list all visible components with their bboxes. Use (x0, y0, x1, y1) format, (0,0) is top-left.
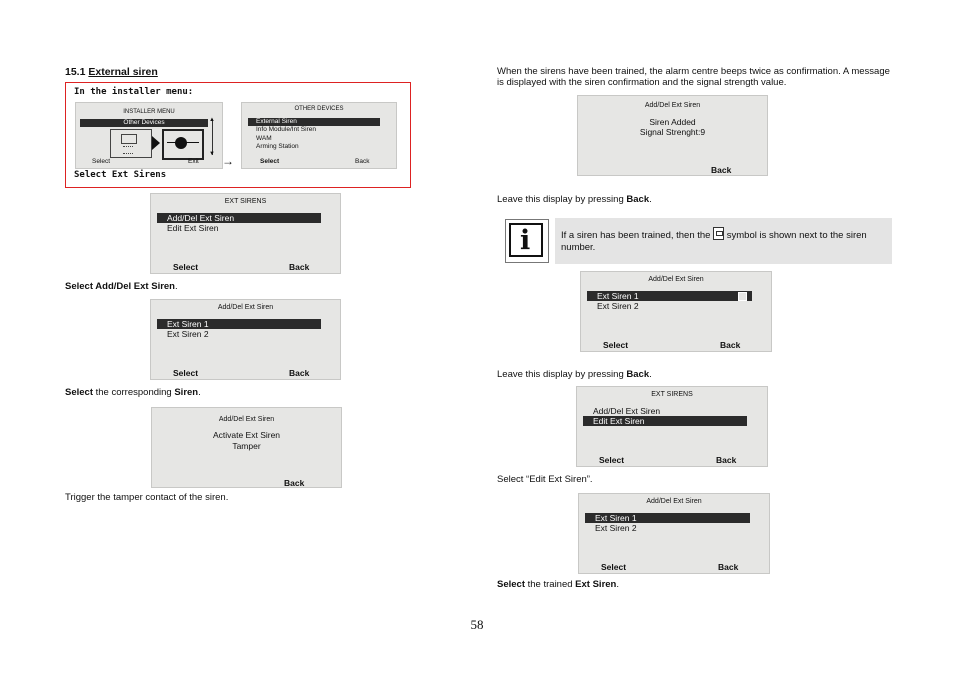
external-siren-item[interactable]: External Siren (248, 118, 380, 126)
caption-select-add-del: Select Add/Del Ext Siren. (65, 281, 178, 292)
caption-select-trained: Select the trained Ext Siren. (497, 579, 619, 590)
add-del-screen-trained (580, 271, 772, 352)
ext-siren-2-item[interactable]: Ext Siren 2 (167, 329, 209, 339)
installer-menu-title: INSTALLER MENU (123, 109, 175, 115)
add-del-ext-siren-item[interactable]: Add/Del Ext Siren (157, 213, 321, 223)
screen-title: Add/Del Ext Siren (646, 498, 702, 505)
back-button[interactable]: Back (718, 562, 739, 572)
screen-title: EXT SIRENS (651, 391, 693, 398)
caption-trigger-tamper: Trigger the tamper contact of the siren. (65, 492, 229, 503)
scroll-up-icon: ▲ (209, 117, 215, 123)
other-devices-title: OTHER DEVICES (294, 106, 344, 112)
installer-heading: In the installer menu: (74, 87, 194, 97)
siren-added-message: Siren Added (649, 117, 696, 127)
section-number: 15.1 (65, 66, 86, 78)
installer-menu-screen (75, 102, 223, 169)
select-button[interactable]: Select (92, 158, 111, 165)
ext-siren-2-item[interactable]: Ext Siren 2 (595, 523, 637, 533)
add-del-ext-siren-item[interactable]: Add/Del Ext Siren (593, 406, 661, 416)
back-button[interactable]: Back (284, 478, 305, 488)
ext-siren-2-item[interactable]: Ext Siren 2 (597, 301, 639, 311)
ext-siren-1-item[interactable]: Ext Siren 1 (157, 319, 321, 329)
ext-sirens-screen (150, 193, 341, 274)
exit-button[interactable]: Exit (188, 158, 199, 165)
select-button[interactable]: Select (173, 262, 199, 272)
siren-added-screen (577, 95, 768, 176)
section-title: External siren (88, 66, 158, 78)
info-icon: i (505, 219, 549, 263)
caption-select-edit: Select “Edit Ext Siren”. (497, 474, 593, 485)
caption-select-siren: Select the corresponding Siren. (65, 387, 201, 398)
info-module-item[interactable]: Info Module/Int Siren (256, 126, 316, 133)
screen-title: EXT SIRENS (224, 198, 267, 205)
scroll-down-icon: ▼ (209, 151, 215, 157)
edit-ext-siren-item[interactable]: Edit Ext Siren (583, 416, 747, 426)
select-button[interactable]: Select (603, 340, 629, 350)
select-button[interactable]: Select (260, 158, 280, 165)
tamper-message: Tamper (232, 441, 261, 451)
activate-siren-screen (151, 407, 342, 488)
page-number: 58 (470, 617, 484, 632)
installer-menu-box (65, 82, 411, 188)
section-heading (65, 66, 158, 78)
caption-leave-display-2: Leave this display by pressing Back. (497, 369, 652, 380)
trained-symbol-icon (738, 292, 747, 301)
other-devices-item[interactable]: Other Devices (80, 119, 208, 127)
screen-title: Add/Del Ext Siren (644, 102, 701, 109)
ext-sirens-screen-edit (576, 386, 768, 467)
scrollbar[interactable] (212, 119, 213, 155)
intro-paragraph: When the sirens have been trained, the alarm centre beeps twice as confirmation. A message is displayed with the siren confirmation and the signal strength value. (497, 66, 890, 88)
screen-title: Add/Del Ext Siren (648, 276, 704, 283)
siren-icon (162, 129, 204, 160)
trained-symbol-icon (713, 227, 724, 240)
select-button[interactable]: Select (599, 455, 625, 465)
panel-icon (110, 129, 152, 158)
back-button[interactable]: Back (711, 165, 732, 175)
caption-leave-display: Leave this display by pressing Back. (497, 194, 652, 205)
activate-message: Activate Ext Siren (212, 430, 281, 440)
select-button[interactable]: Select (173, 368, 199, 378)
back-button[interactable]: Back (720, 340, 741, 350)
back-button[interactable]: Back (355, 158, 370, 165)
back-button[interactable]: Back (716, 455, 737, 465)
arrow-right-icon: → (222, 154, 234, 168)
edit-ext-siren-item[interactable]: Edit Ext Siren (167, 223, 219, 233)
wam-item[interactable]: WAM (256, 135, 272, 142)
ext-siren-1-item[interactable]: Ext Siren 1 (585, 513, 750, 523)
screen-title: Add/Del Ext Siren (217, 304, 274, 311)
arming-station-item[interactable]: Arming Station (256, 143, 299, 150)
info-text-pre: If a siren has been trained, then the (561, 230, 711, 241)
info-note (555, 218, 892, 264)
back-button[interactable]: Back (289, 368, 310, 378)
back-button[interactable]: Back (289, 262, 310, 272)
installer-footer: Select Ext Sirens (74, 170, 167, 180)
signal-strength-message: Signal Strenght:9 (639, 127, 706, 137)
other-devices-screen (241, 102, 397, 169)
select-button[interactable]: Select (601, 562, 627, 572)
info-text-post: symbol is shown next to the siren number. (561, 230, 867, 253)
ext-siren-1-item[interactable]: Ext Siren 1 (587, 291, 752, 301)
add-del-screen (150, 299, 341, 380)
screen-title: Add/Del Ext Siren (218, 416, 275, 423)
play-arrow-icon (152, 136, 160, 150)
add-del-screen-edit (578, 493, 770, 574)
